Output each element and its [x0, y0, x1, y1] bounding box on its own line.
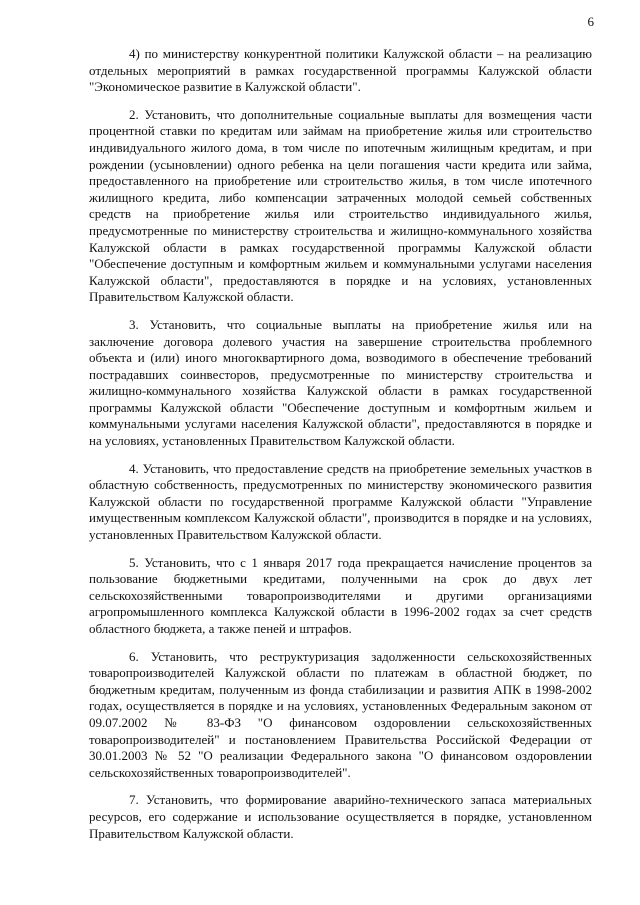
paragraph-3-shared-construction: 3. Установить, что социальные выплаты на приобретение жилья или на заключение договора долевого участия на завершение строительства проблемного объекта и (или) иного многоквартирного дома, возводимого в обеспечение требований пострадавших соинвесторов, предусмотренные по министерству строительства и жилищно-коммунального хозяйства Калужской области в рамках государственной программы Калужской области "Обеспечение доступным и комфортным жильем и коммунальными услугами населения Калужской области", предоставляются в порядке и на условиях, установленных Правительством Калужской области.	[89, 316, 592, 449]
paragraph-7-emergency-reserve: 7. Установить, что формирование аварийно-технического запаса материальных ресурсов, его содержание и использование осуществляется в порядке, установленном Правительством Калужской области.	[89, 792, 592, 841]
paragraph-4-land-plots: 4. Установить, что предоставление средств на приобретение земельных участков в областную собственность, предусмотренных по министерству экономического развития Калужской области по государственной программе Калужской области "Управление имущественным комплексом Калужской области", производится в порядке и на условиях, установленных Правительством Калужской области.	[89, 460, 592, 543]
paragraph-item-4-economy: 4) по министерству конкурентной политики Калужской области – на реализацию отдельных мероприятий в рамках государственной программы Калужской области "Экономическое развитие в Калужской области".	[89, 46, 592, 95]
paragraph-5-budget-credits: 5. Установить, что с 1 января 2017 года прекращается начисление процентов за пользование бюджетными кредитами, полученными на срок до двух лет сельскохозяйственными товаропроизводителями и другими организациями агропромышленного комплекса Калужской области в 1996-2002 годах за счет средств областного бюджета, а также пеней и штрафов.	[89, 554, 592, 636]
page-number: 6	[587, 14, 594, 29]
paragraph-6-debt-restructuring: 6. Установить, что реструктуризация задолженности сельскохозяйственных товаропроизводителей Калужской области по платежам в областной бюджет, по бюджетным кредитам, полученным из фонда стабилизации и развития АПК в 1998-2002 годах, осуществляется в порядке и на условиях, установленных Федеральным законом от 09.07.2002 № 83-ФЗ "О финансовом оздоровлении сельскохозяйственных товаропроизводителей" и постановлением Правительства Российской Федерации от 30.01.2003 № 52 "О реализации Федерального закона "О финансовом оздоровлении сельскохозяйственных товаропроизводителей".	[89, 648, 592, 780]
document-body	[89, 46, 592, 853]
paragraph-2-housing-payments: 2. Установить, что дополнительные социальные выплаты для возмещения части процентной ставки по кредитам или займам на приобретение жилья или строительство индивидуального жилого дома, в том числе по ипотечным жилищным кредитам, и при рождении (усыновлении) одного ребенка на цели погашения части кредита или займа, предоставленного на приобретение или строительство жилья, в том числе ипотечного жилищного кредита, либо компенсации затраченных молодой семьей собственных средств на приобретение жилья или строительство индивидуального жилья, предусмотренные по министерству строительства и жилищно-коммунального хозяйства Калужской области в рамках государственной программы Калужской области "Обеспечение доступным и комфортным жильем и коммунальными услугами населения Калужской области", предоставляются в порядке и на условиях, установленных Правительством Калужской области.	[89, 106, 592, 305]
